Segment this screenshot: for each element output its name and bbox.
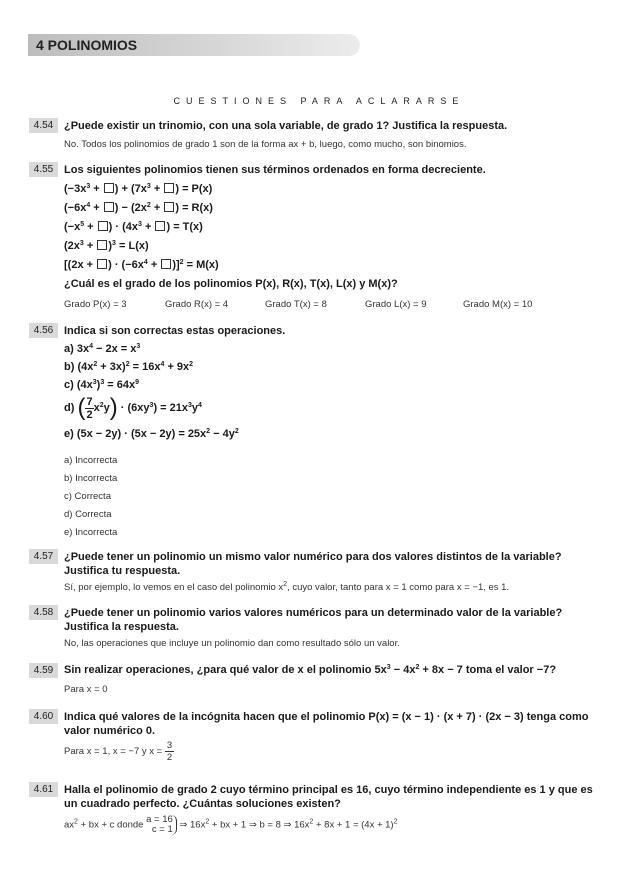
degree-answer: Grado M(x) = 10 — [463, 299, 533, 310]
polynomial-line: [(2x + ) · $(-6x^4 + )]^2 = M(x)$ — [64, 259, 219, 271]
operation-a: a) $3x^4 - 2x = x^3$ — [64, 343, 141, 355]
answer-text: No, las operaciones que incluye un polinomio dan como resultado sólo un valor. — [64, 638, 400, 649]
question-text: ¿Puede tener un polinomio un mismo valor numérico para dos valores distintos de la variable? Justifica tu respuesta. — [64, 551, 562, 577]
polynomial-line: ($-6x^4$ + ) − ($2x^2$ + ) = R(x) — [64, 202, 213, 214]
question-text: ¿Puede existir un trinomio, con una sola variable, de grado 1? Justifica la respuesta. — [64, 120, 508, 132]
answer-text: Para x = 0 — [64, 684, 108, 695]
section-title: CUESTIONES PARA ACLARARSE — [173, 96, 465, 106]
degree-answer: Grado L(x) = 9 — [365, 299, 427, 310]
equation-system: a = 16 c = 1 — [146, 815, 177, 835]
answer-text: Sí, por ejemplo, lo vemos en el caso del polinomio $x^2$, cuyo valor, tanto para x = 1 como para x = −1, es 1. — [64, 581, 510, 593]
degree-answer: Grado R(x) = 4 — [165, 299, 229, 310]
answer-text: Para x = 1, x = −7 y x = $\frac{3}{2}$ — [64, 740, 173, 763]
question-text: Halla el polinomio de grado 2 cuyo término principal es 16, cuyo término independiente es 1 y que es un cuadrado perfecto. ¿Cuántas soluciones existen? — [64, 784, 593, 810]
answer-text: e) Incorrecta — [64, 527, 118, 538]
fraction: $\frac{7}{2}$ — [86, 395, 93, 421]
question-text: Los siguientes polinomios tienen sus términos ordenados en forma decreciente. — [64, 164, 486, 176]
chapter-header-bar — [28, 34, 360, 56]
question-text: Indica si son correctas estas operaciones. — [64, 325, 286, 337]
operation-c: c) $(4x^3)^3 = 64x^9$ — [64, 379, 140, 391]
polynomial-line: $(2x^3 + )^3 = L(x)$ — [64, 240, 149, 252]
chapter-title: 4 POLINOMIOS — [36, 37, 138, 53]
blank-box — [161, 259, 171, 269]
blank-box — [155, 221, 165, 231]
answer-text: c) Correcta — [64, 491, 111, 502]
question-number: 4.61 — [29, 782, 58, 797]
operation-e: e) $(5x - 2y) \cdot (5x - 2y) = 25x^2 - 4y^2$ — [64, 428, 239, 440]
blank-box — [97, 259, 107, 269]
question-text: ¿Cuál es el grado de los polinomios P(x), R(x), T(x), L(x) y M(x)? — [64, 278, 398, 290]
degree-answer: Grado P(x) = 3 — [64, 299, 127, 310]
question-text: ¿Puede tener un polinomio varios valores numéricos para un determinado valor de la variable? Justifica la respuesta. — [64, 607, 563, 633]
blank-box — [164, 183, 174, 193]
question-number: 4.60 — [29, 709, 58, 724]
blank-box — [97, 240, 107, 250]
answer-text: $ax^2$ + bx + c donde a = 16 c = 1 ⇒ $16x^2$ + bx + 1 ⇒ b = 8 ⇒ $16x^2 + 8x + 1 = (4x + 1)^2$ — [64, 814, 398, 835]
degree-answer: Grado T(x) = 8 — [265, 299, 327, 310]
question-number: 4.59 — [29, 663, 58, 678]
operation-d: d) ( $\frac{7}{2}$ $x^2y) \cdot (6xy^3) = 21x^3y^4$ — [64, 394, 202, 421]
polynomial-line: ($-x^5$ + ) · ($4x^3$ + ) = T(x) — [64, 221, 203, 233]
question-number: 4.54 — [29, 118, 58, 133]
question-text: Sin realizar operaciones, ¿para qué valor de x el polinomio $5x^3 - 4x^2 + 8x - 7$ toma el valor −7? — [64, 664, 557, 676]
question-number: 4.57 — [29, 549, 58, 564]
blank-box — [164, 202, 174, 212]
blank-box — [98, 221, 108, 231]
question-number: 4.55 — [29, 162, 58, 177]
answer-text: b) Incorrecta — [64, 473, 118, 484]
question-number: 4.58 — [29, 605, 58, 620]
polynomial-line: ($-3x^3$ + ) + ($7x^3$ + ) = P(x) — [64, 183, 213, 195]
blank-box — [104, 183, 114, 193]
operation-b: b) $(4x^2 + 3x)^2 = 16x^4 + 9x^2$ — [64, 361, 194, 373]
blank-box — [104, 202, 114, 212]
answer-text: d) Correcta — [64, 509, 112, 520]
question-number: 4.56 — [29, 323, 58, 338]
question-text: Indica qué valores de la incógnita hacen que el polinomio P(x) = (x − 1) · (x + 7) · (2x − 3) tenga como valor numérico 0. — [64, 711, 589, 737]
answer-text: No. Todos los polinomios de grado 1 son de la forma ax + b, luego, como mucho, son binomios. — [64, 139, 467, 150]
fraction: $\frac{3}{2}$ — [166, 740, 173, 763]
answer-text: a) Incorrecta — [64, 455, 118, 466]
